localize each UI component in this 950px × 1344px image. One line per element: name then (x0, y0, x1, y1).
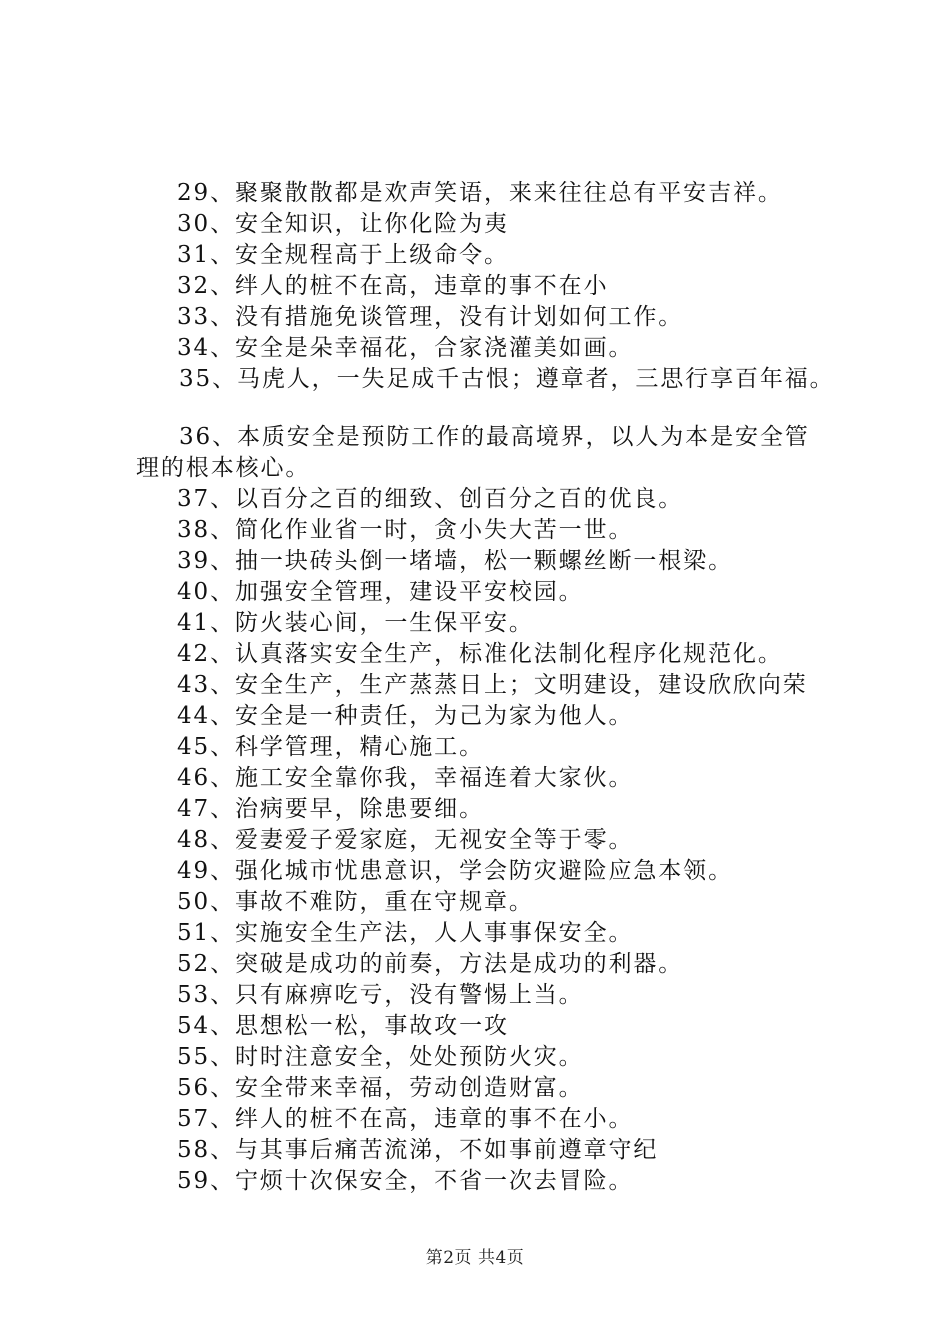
list-item: 32、绊人的桩不在高，违章的事不在小 (177, 273, 609, 299)
list-item: 44、安全是一种责任，为己为家为他人。 (177, 703, 634, 729)
list-item: 53、只有麻痹吃亏，没有警惕上当。 (177, 982, 584, 1008)
list-item: 42、认真落实安全生产，标准化法制化程序化规范化。 (177, 641, 783, 667)
list-item: 33、没有措施免谈管理，没有计划如何工作。 (177, 304, 684, 330)
list-item: 52、突破是成功的前奏，方法是成功的利器。 (177, 951, 684, 977)
list-item: 34、安全是朵幸福花，合家浇灌美如画。 (177, 335, 634, 361)
list-item: 43、安全生产，生产蒸蒸日上；文明建设，建设欣欣向荣 (177, 672, 808, 698)
list-item: 41、防火装心间，一生保平安。 (177, 610, 534, 636)
list-item: 55、时时注意安全，处处预防火灾。 (177, 1044, 584, 1070)
list-item: 57、绊人的桩不在高，违章的事不在小。 (177, 1106, 634, 1132)
list-item: 36、本质安全是预防工作的最高境界，以人为本是安全管 (179, 424, 810, 450)
list-item: 56、安全带来幸福，劳动创造财富。 (177, 1075, 584, 1101)
page-number-footer: 第2页 共4页 (425, 1248, 525, 1268)
list-item: 30、安全知识，让你化险为夷 (177, 211, 509, 237)
list-item: 31、安全规程高于上级命令。 (177, 242, 509, 268)
list-item: 50、事故不难防，重在守规章。 (177, 889, 534, 915)
list-item: 58、与其事后痛苦流涕，不如事前遵章守纪 (177, 1137, 659, 1163)
list-item-continuation: 理的根本核心。 (136, 455, 311, 481)
list-item: 51、实施安全生产法，人人事事保安全。 (177, 920, 634, 946)
list-item: 47、治病要早，除患要细。 (177, 796, 484, 822)
list-item: 54、思想松一松，事故攻一攻 (177, 1013, 509, 1039)
list-item: 37、以百分之百的细致、创百分之百的优良。 (177, 486, 684, 512)
list-item: 49、强化城市忧患意识，学会防灾避险应急本领。 (177, 858, 733, 884)
list-item: 39、抽一块砖头倒一堵墙，松一颗螺丝断一根梁。 (177, 548, 733, 574)
list-item: 35、马虎人，一失足成千古恨；遵章者，三思行享百年福。 (179, 366, 835, 392)
list-item: 59、宁烦十次保安全，不省一次去冒险。 (177, 1168, 634, 1194)
list-item: 45、科学管理，精心施工。 (177, 734, 484, 760)
list-item: 46、施工安全靠你我，幸福连着大家伙。 (177, 765, 634, 791)
list-item: 29、聚聚散散都是欢声笑语，来来往往总有平安吉祥。 (177, 180, 783, 206)
list-item: 48、爱妻爱子爱家庭，无视安全等于零。 (177, 827, 634, 853)
list-item: 40、加强安全管理，建设平安校园。 (177, 579, 584, 605)
list-item: 38、简化作业省一时，贪小失大苦一世。 (177, 517, 634, 543)
